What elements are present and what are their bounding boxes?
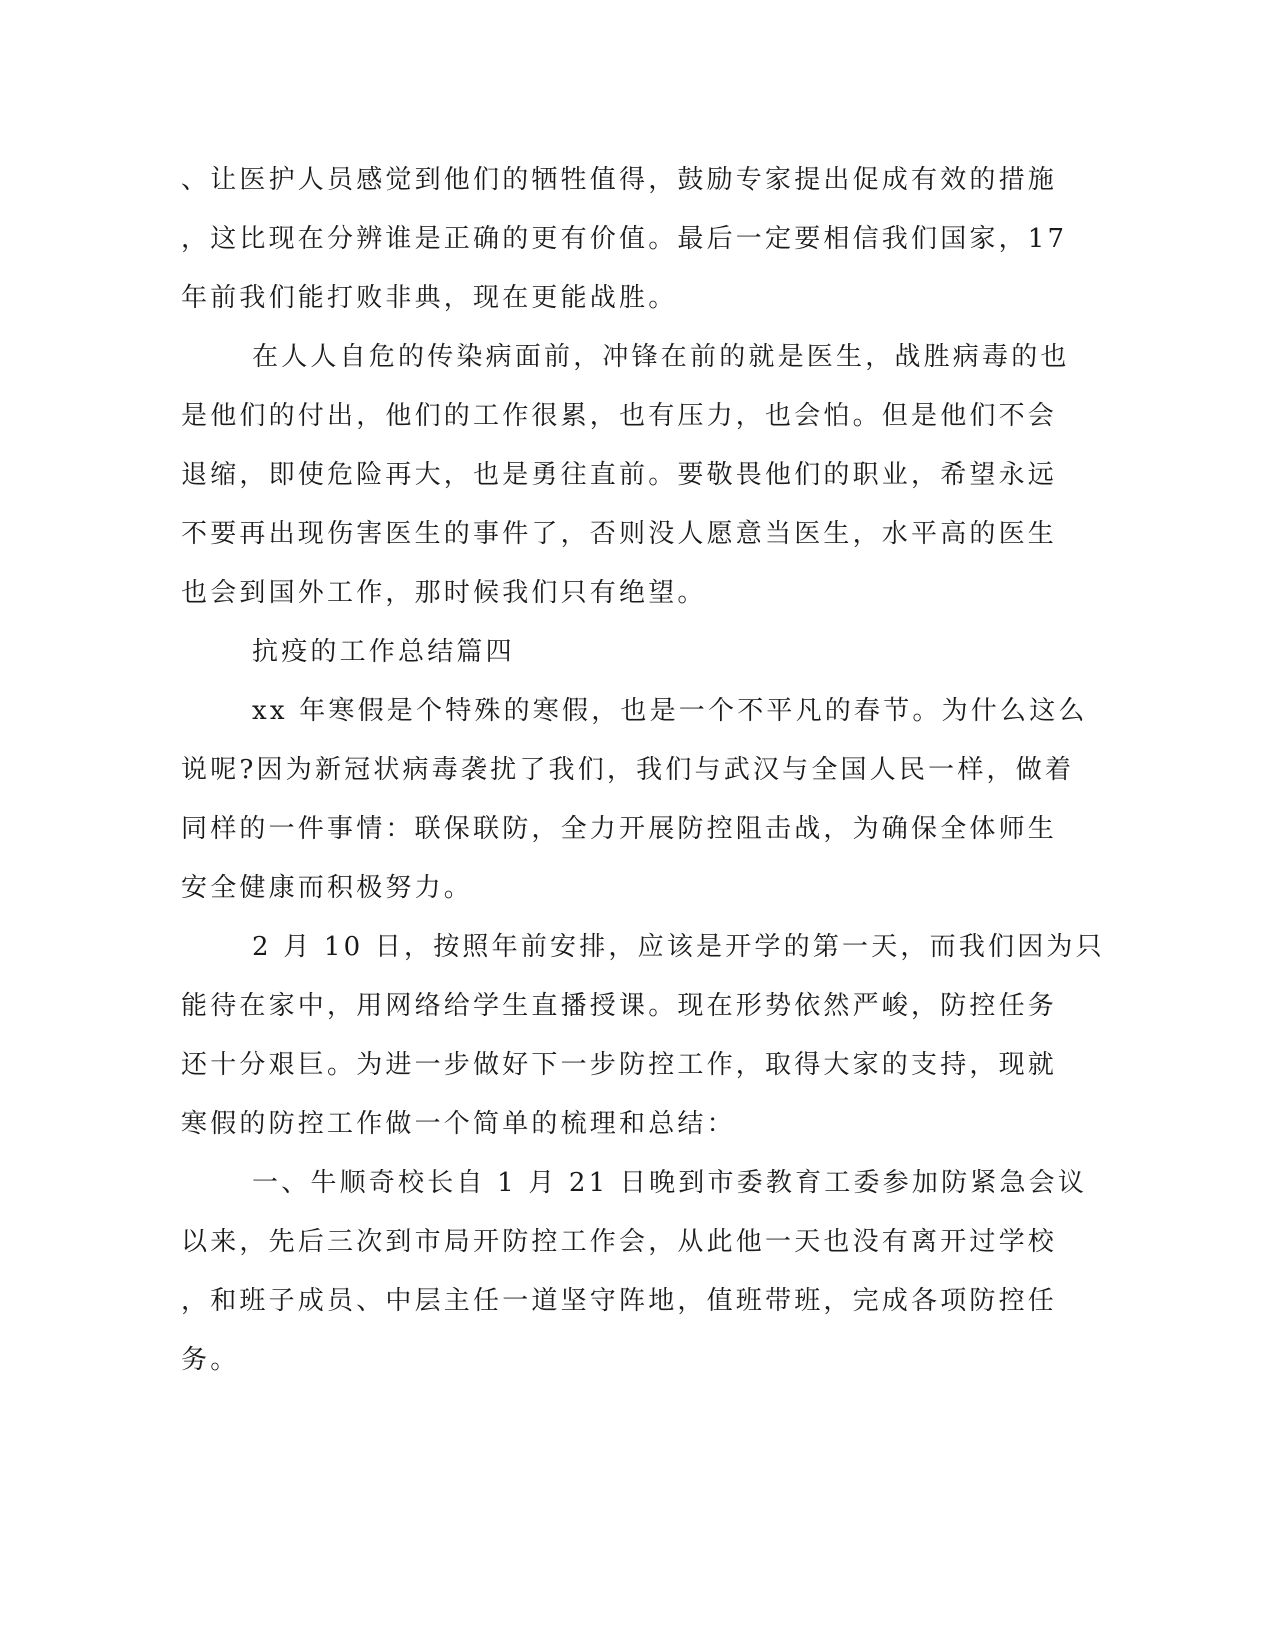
text-line: 也会到国外工作，那时候我们只有绝望。 [181,578,707,608]
text-line: 务。 [181,1345,240,1375]
text-line: 以来，先后三次到市局开防控工作会，从此他一天也没有离开过学校 [181,1227,1058,1257]
text-line: ，这比现在分辨谁是正确的更有价值。最后一定要相信我们国家，17 [181,224,1068,254]
text-line: 退缩，即使危险再大，也是勇往直前。要敬畏他们的职业，希望永远 [181,460,1058,490]
text-line: 年前我们能打败非典，现在更能战胜。 [181,283,678,313]
text-line: 安全健康而积极努力。 [181,873,474,903]
text-line: 同样的一件事情：联保联防，全力开展防控阻击战，为确保全体师生 [181,814,1058,844]
text-line: ，和班子成员、中层主任一道坚守阵地，值班带班，完成各项防控任 [181,1286,1058,1316]
paragraph-first-line: 在人人自危的传染病面前，冲锋在前的就是医生，战胜病毒的也 [252,342,1070,372]
section-heading: 抗疫的工作总结篇四 [252,637,515,667]
text-line: 是他们的付出，他们的工作很累，也有压力，也会怕。但是他们不会 [181,401,1058,431]
paragraph-first-line: 一、牛顺奇校长自 1 月 21 日晚到市委教育工委参加防紧急会议 [252,1168,1088,1198]
paragraph-first-line: 2 月 10 日，按照年前安排，应该是开学的第一天，而我们因为只 [252,932,1105,962]
text-line: 不要再出现伤害医生的事件了，否则没人愿意当医生，水平高的医生 [181,519,1058,549]
paragraph-first-line: xx 年寒假是个特殊的寒假，也是一个不平凡的春节。为什么这么 [252,696,1088,726]
text-line: 、让医护人员感觉到他们的牺牲值得，鼓励专家提出促成有效的措施 [181,165,1058,195]
text-line: 能待在家中，用网络给学生直播授课。现在形势依然严峻，防控任务 [181,991,1058,1021]
text-line: 还十分艰巨。为进一步做好下一步防控工作，取得大家的支持，现就 [181,1050,1058,1080]
text-line: 说呢?因为新冠状病毒袭扰了我们，我们与武汉与全国人民一样，做着 [181,755,1075,785]
text-line: 寒假的防控工作做一个简单的梳理和总结： [181,1109,736,1139]
